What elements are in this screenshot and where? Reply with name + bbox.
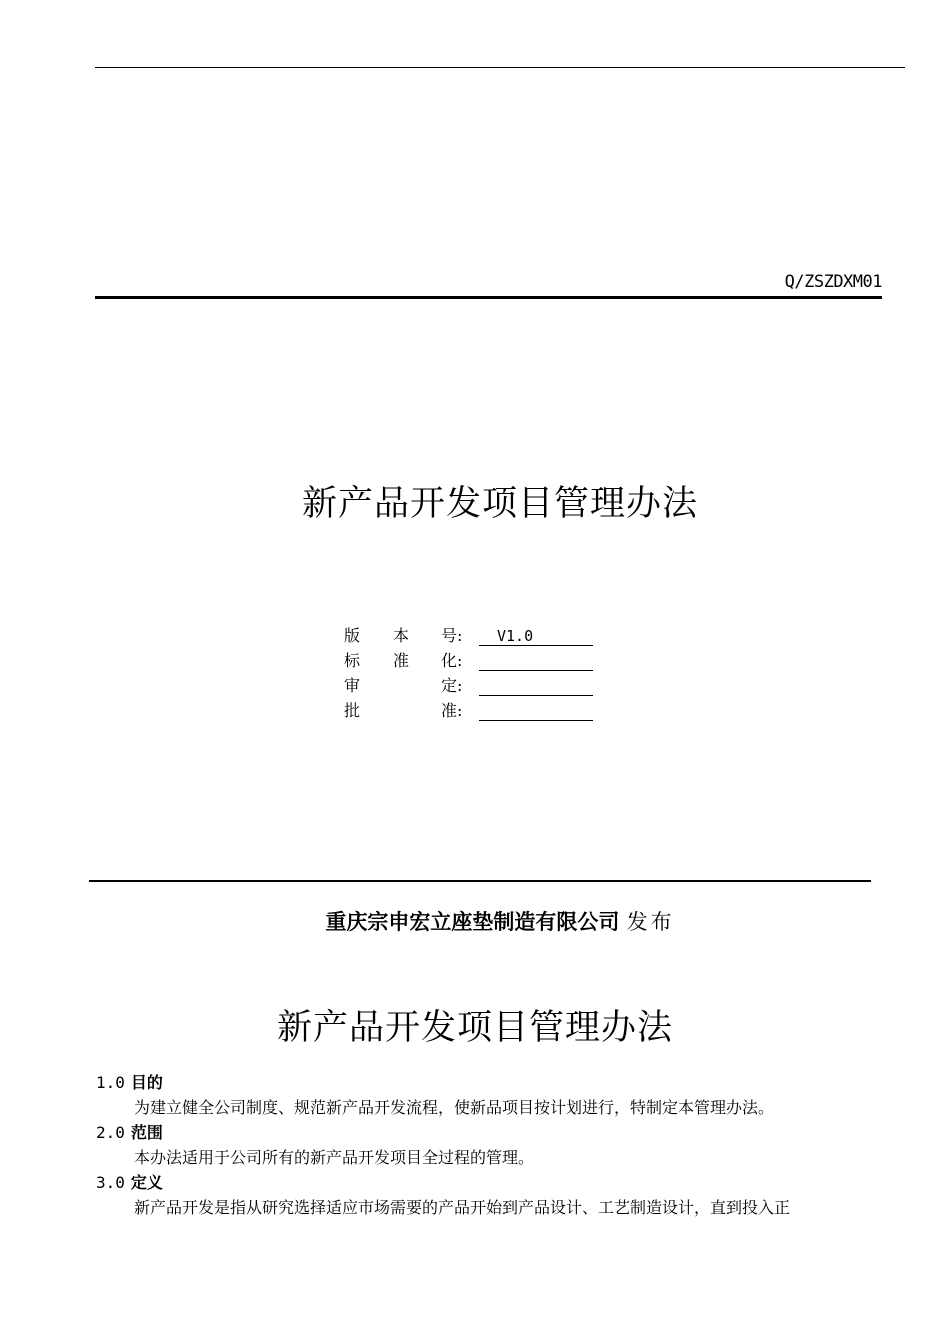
section-number: 2.0 <box>96 1123 125 1142</box>
section-text-scope: 本办法适用于公司所有的新产品开发项目全过程的管理。 <box>134 1148 535 1167</box>
section-heading-definition <box>96 1171 163 1195</box>
top-rule <box>95 67 905 68</box>
document-code: Q/ZSZDXM01 <box>784 272 882 292</box>
cover-title: 新产品开发项目管理办法 <box>301 484 698 524</box>
section-title: 范围 <box>130 1123 163 1142</box>
section-text-definition: 新产品开发是指从研究选择适应市场需要的产品开始到产品设计、工艺制造设计，直到投入正 <box>134 1198 791 1217</box>
review-value <box>479 674 593 696</box>
section-heading-scope <box>96 1121 163 1145</box>
publisher-line <box>0 906 950 936</box>
header-rule <box>95 296 882 299</box>
publisher-suffix: 发布 <box>626 910 675 934</box>
section-title: 定义 <box>130 1173 163 1192</box>
approval-value <box>479 699 593 721</box>
section-title: 目的 <box>130 1073 163 1092</box>
section-text-purpose: 为建立健全公司制度、规范新产品开发流程，使新品项目按计划进行，特制定本管理办法。 <box>134 1098 775 1117</box>
section-number: 1.0 <box>96 1073 125 1092</box>
version-value: V1.0 <box>479 624 593 646</box>
standardization-value <box>479 649 593 671</box>
publisher-name: 重庆宗申宏立座垫制造有限公司 <box>325 910 620 934</box>
section-number: 3.0 <box>96 1173 125 1192</box>
section-heading-purpose <box>96 1071 163 1095</box>
footer-rule <box>89 880 871 882</box>
body-title: 新产品开发项目管理办法 <box>276 1008 673 1048</box>
